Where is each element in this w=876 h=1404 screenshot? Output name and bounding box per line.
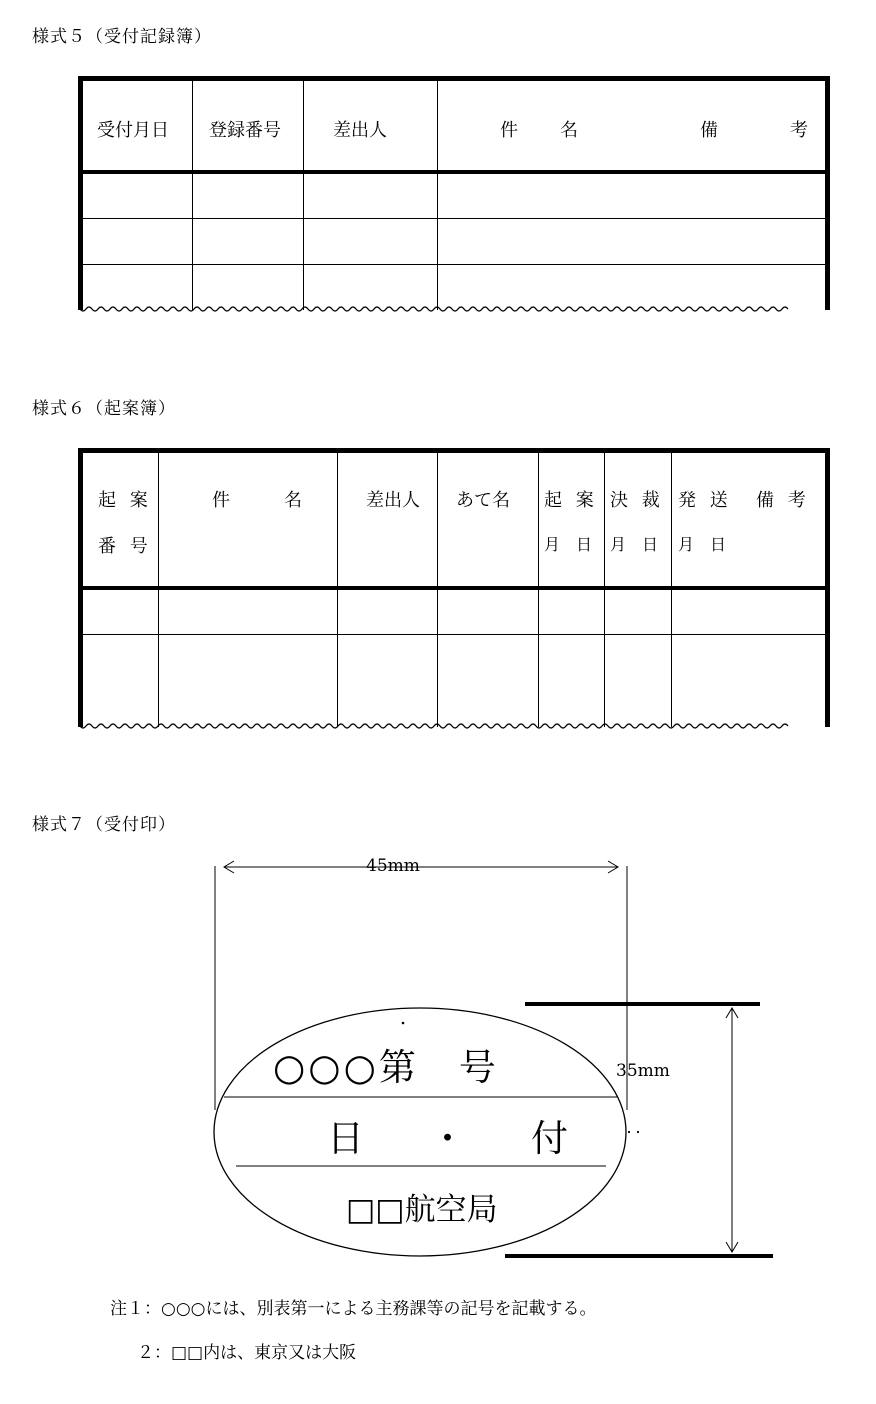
form5-header-uketsuke: 受付月日: [97, 120, 169, 141]
form6-header-atena: あて名: [456, 490, 510, 511]
stamp-line-date: 日 ・ 付: [327, 1117, 582, 1160]
form6-header-kenmei: 件 名: [212, 490, 308, 511]
note-1: 注１：○○○には、別表第一による主務課等の記号を記載する。: [110, 1299, 597, 1319]
form6-header-kian-bottom: 番 号: [98, 536, 152, 557]
form6-header-biko: 備 考: [756, 490, 810, 511]
height-label: 35mm: [616, 1061, 670, 1081]
note-2: ２：□□内は、東京又は大阪: [137, 1343, 357, 1363]
form6-header-kian-top: 起 案: [98, 490, 152, 511]
form6-header-kiandate-bottom: 月 日: [544, 535, 593, 554]
width-label: 45mm: [366, 856, 420, 876]
form5-header-kenmei: 件 名: [500, 120, 590, 141]
form6-header-hassou-bottom: 月 日: [678, 535, 727, 554]
form5-header-sashidashi: 差出人: [333, 120, 387, 141]
stamp-line-bureau: □□航空局: [346, 1192, 498, 1228]
form5-heading: 様式５（受付記録簿）: [32, 27, 212, 47]
form6-header-sashidashi: 差出人: [366, 490, 420, 511]
form6-header-kessai-top: 決 裁: [610, 490, 664, 511]
form5-header-biko: 備 考: [700, 120, 820, 141]
stamp-line-number: ○○○第 号: [273, 1046, 499, 1089]
form5-header-toroku: 登録番号: [209, 120, 281, 141]
form6-header-kessai-bottom: 月 日: [610, 535, 659, 554]
form6-heading: 様式６（起案簿）: [32, 399, 176, 419]
form6-header-hassou-top: 発 送: [678, 490, 732, 511]
form7-heading: 様式７（受付印）: [32, 815, 176, 835]
form6-header-kiandate-top: 起 案: [544, 490, 598, 511]
